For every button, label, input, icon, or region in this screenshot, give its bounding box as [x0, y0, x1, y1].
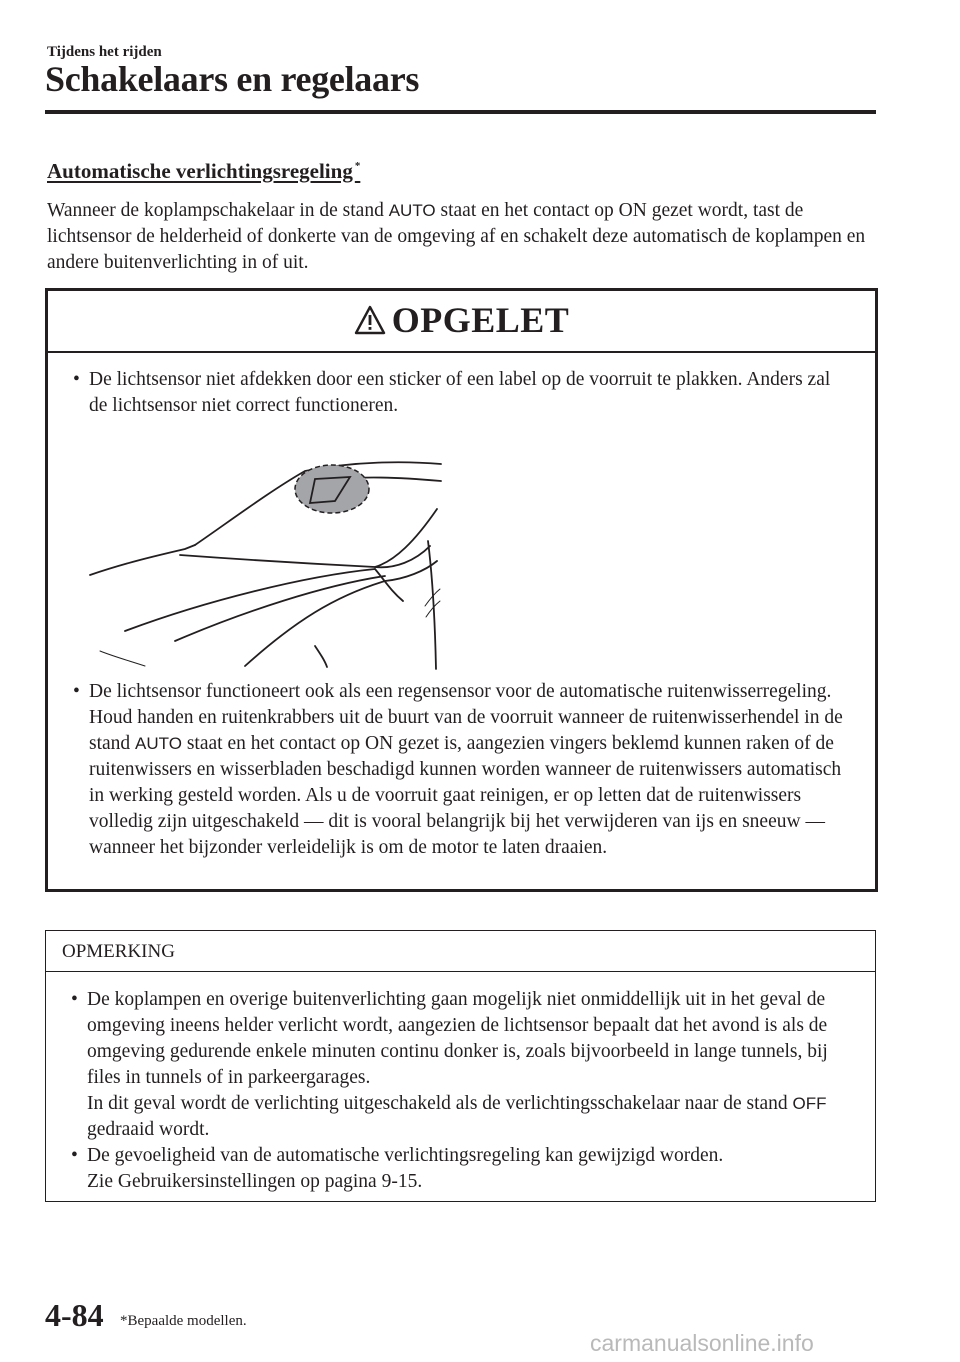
- section-label: Tijdens het rijden: [47, 44, 162, 60]
- intro-text-1: Wanneer de koplampschakelaar in de stand: [47, 200, 389, 221]
- intro-text-2: staat en het contact op ON gezet wordt, tast de lichtsensor de helderheid of donkerte van de omgeving af en schakelt deze automatisch de koplampen en andere buitenverlichting in of uit.: [47, 200, 866, 273]
- note-bullet-2-line-1: De gevoeligheid van de automatische verlichtingsregeling kan gewijzigd worden.: [87, 1145, 724, 1166]
- page-number: 4-84: [45, 1297, 104, 1333]
- bullet-marker: •: [73, 369, 80, 390]
- intro-paragraph: [47, 198, 867, 276]
- switch-position-off: OFF: [792, 1094, 827, 1113]
- caution-bullet-2: [73, 679, 859, 861]
- caution-header: [48, 291, 875, 353]
- note-bullet-2: [71, 1143, 857, 1195]
- note-title: OPMERKING: [62, 941, 175, 962]
- caution-bullet-1: [73, 367, 849, 419]
- footnote: *Bepaalde modellen.: [120, 1313, 247, 1329]
- note-bullet-1: [71, 987, 857, 1143]
- note-header: [46, 931, 875, 972]
- note-bullet-1-text-3: gedraaid wordt.: [87, 1119, 210, 1140]
- subheading-text: Automatische verlichtingsregeling: [47, 159, 353, 183]
- note-bullet-1-text-1: De koplampen en overige buitenverlichting gaan mogelijk niet onmiddellijk uit in het geval de omgeving ineens helder verlicht wordt, aangezien de lichtsensor bepaalt dat het avond is als de omgeving gedurende enkele minuten continu donker is, zoals bijvoorbeeld in lange tunnels, bij files in tunnels of in parkeergarages.: [87, 989, 828, 1088]
- bullet-marker: •: [71, 1145, 78, 1166]
- caution-bullet-2-text-2: staat en het contact op ON gezet is, aangezien vingers beklemd kunnen raken of de ruitenwissers en wisserbladen beschadigd kunnen worden wanneer de ruitenwissers automatisch in werking gesteld worden. Als u de voorruit gaat reinigen, er op letten dat de ruitenwissers volledig zijn uitgeschakeld — dit is vooral belangrijk bij het verwijderen van ijs en sneeuw — wanneer het bijzonder verleidelijk is om de motor te laten draaien.: [89, 733, 842, 858]
- switch-position-auto: AUTO: [135, 734, 182, 753]
- model-marker: *: [354, 160, 361, 172]
- watermark: carmanualsonline.info: [590, 1330, 814, 1356]
- caution-box: [45, 288, 878, 892]
- caution-bullet-2-text-1: De lichtsensor functioneert ook als een regensensor voor de automatische ruitenwisserregeling. Houd handen en ruitenkrabbers uit de buurt van de voorruit wanneer de ruitenwisserhendel in de stand: [89, 681, 843, 754]
- note-bullet-1-text-2: In dit geval wordt de verlichting uitgeschakeld als de verlichtingsschakelaar naar de stand: [87, 1093, 793, 1114]
- switch-position-auto: AUTO: [388, 201, 436, 220]
- page-title: Schakelaars en regelaars: [45, 59, 420, 99]
- bullet-marker: •: [71, 989, 78, 1010]
- settings-page-reference: Zie Gebruikersinstellingen op pagina 9-15.: [87, 1171, 423, 1192]
- caution-bullet-1-text: De lichtsensor niet afdekken door een sticker of een label op de voorruit te plakken. Anders zal de lichtsensor niet correct functioneren.: [89, 369, 831, 416]
- caution-title: OPGELET: [391, 300, 570, 340]
- note-box: [45, 930, 876, 1202]
- subheading: [47, 159, 360, 184]
- header-rule: [45, 110, 876, 114]
- windshield-light-sensor-illustration: [85, 461, 445, 671]
- warning-triangle-icon: [354, 305, 386, 335]
- bullet-marker: •: [73, 681, 80, 702]
